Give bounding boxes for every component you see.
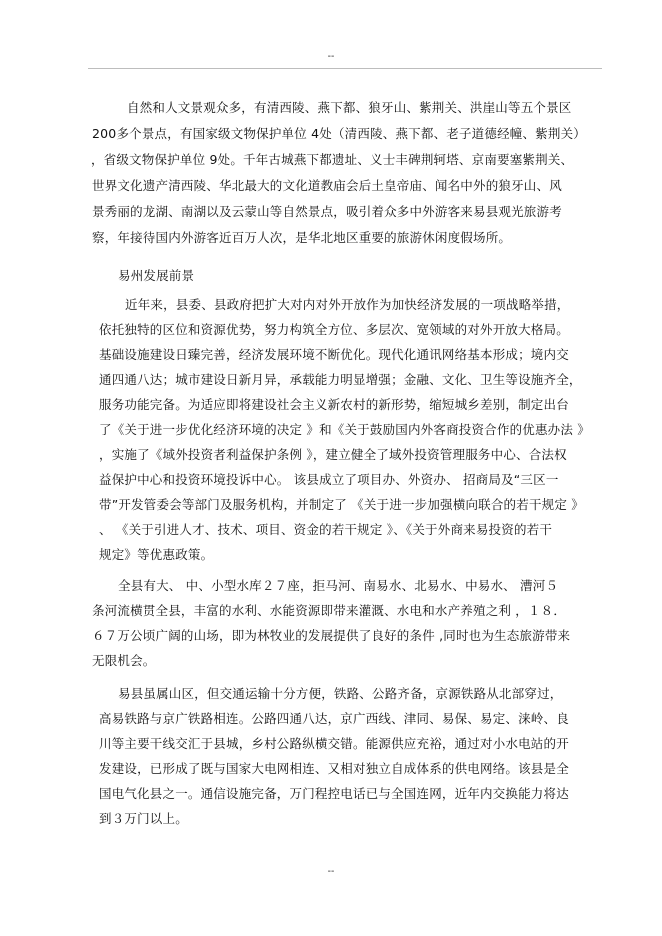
text-line: 自然和人文景观众多，有清西陵、燕下都、狼牙山、紫荆关、洪崖山等五个景区: [127, 100, 572, 115]
text-line: 川等主要干线交汇于县城，乡村公路纵横交错。能源供应充裕，通过对小水电站的开: [99, 736, 569, 751]
text-line: 带”开发管委会等部门及服务机构，并制定了 《关于进一步加强横向联合的若干规定 》: [99, 497, 584, 512]
text-line: 了《关于进一步优化经济环境的决定 》和《关于鼓励国内外客商投资合作的优惠办法 》: [99, 422, 590, 437]
text-line: 世界文化遗产清西陵、华北最大的文化道教庙会后土皇帝庙、闻名中外的狼牙山、风: [92, 178, 562, 193]
text-line: 通四通八达；城市建设日新月异，承载能力明显增强；金融、文化、卫生等设施齐全，: [99, 372, 582, 387]
text-line: 易县虽属山区，但交通运输十分方便，铁路、公路齐备，京源铁路从北部穿过，: [118, 686, 563, 701]
text-line: 依托独特的区位和资源优势，努力构筑全方位、多层次、宽领域的对外开放大格局。: [99, 322, 569, 337]
text-line: ，省级文物保护单位 9处。千年古城燕下都遗址、义士丰碑荆轲塔、京南要塞紫荆关、: [91, 152, 574, 167]
text-line: 国电气化县之一。通信设施完备，万门程控电话已与全国连网，近年内交换能力将达: [99, 786, 569, 801]
text-line: 全县有大、 中、小型水库２７座，拒马河、南易水、北易水、中易水、 漕河５: [118, 578, 559, 593]
text-line: 发建设，已形成了既与国家大电网相连、又相对独立自成体系的供电网络。该县是全: [99, 761, 569, 776]
text-line: 到３万门以上。: [99, 811, 188, 826]
text-line: 服务功能完备。为适应即将建设社会主义新农村的新形势，缩短城乡差别，制定出台: [99, 397, 569, 412]
section-heading: 易州发展前景: [118, 268, 195, 283]
text-line: 200多个景点，有国家级文物保护单位 4处（清西陵、燕下都、老子道德经幢、紫荆关）: [92, 126, 586, 141]
text-line: 益保护中心和投资环境投诉中心。 该县成立了项目办、外资办、 招商局及“三区一: [99, 472, 559, 487]
text-line: 无限机会。: [92, 653, 156, 668]
text-line: 基础设施建设日臻完善，经济发展环境不断优化。现代化通讯网络基本形成；境内交: [99, 347, 569, 362]
footer-mark: --: [327, 866, 335, 877]
text-line: 高易铁路与京广铁路相连。公路四通八达，京广西线、津同、易保、易定、涞岭、良: [99, 711, 569, 726]
text-line: 、 《关于引进人才、技术、项目、资金的若干规定 》、《关于外商来易投资的若干: [99, 522, 553, 537]
header-rule: [88, 68, 602, 69]
header-mark: --: [327, 51, 335, 62]
text-line: 规定》等优惠政策。: [99, 547, 214, 562]
text-line: 察，年接待国内外游客近百万人次，是华北地区重要的旅游休闲度假场所。: [92, 230, 512, 245]
text-line: 条河流横贯全县，丰富的水利、水能资源即带来灌溉、水电和水产养殖之利 ，１８．: [92, 603, 567, 618]
text-line: 景秀丽的龙湖、南湖以及云蒙山等自然景点，吸引着众多中外游客来易县观光旅游考: [92, 204, 562, 219]
text-line: ６７万公顷广阔的山场，即为林牧业的发展提供了良好的条件 ,同时也为生态旅游带来: [92, 628, 571, 643]
text-line: 近年来，县委、县政府把扩大对内对外开放作为加快经济发展的一项战略举措，: [125, 297, 570, 312]
text-line: ，实施了《域外投资者利益保护条例 》，建立健全了域外投资管理服务中心、合法权: [99, 447, 567, 462]
